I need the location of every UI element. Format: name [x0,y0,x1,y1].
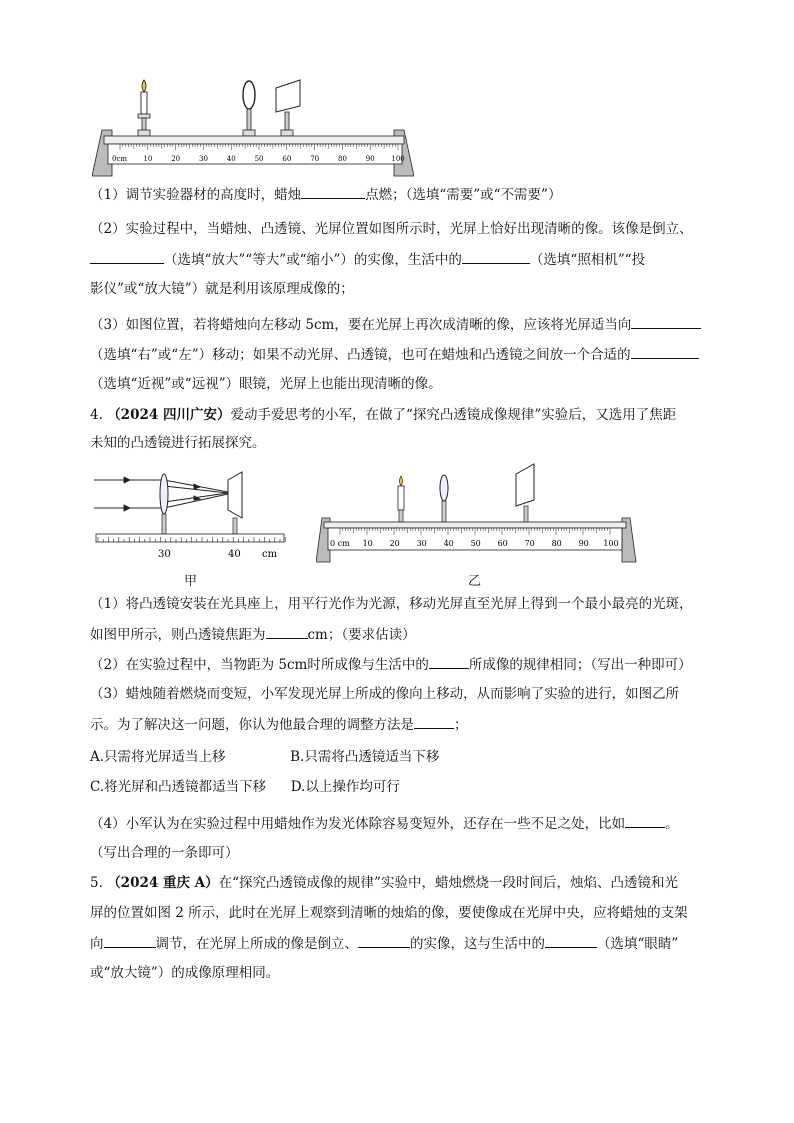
q4-options-row1 [90,747,439,767]
q4-options-row2 [90,777,400,797]
light-screen-icon [228,472,242,518]
answer-blank[interactable] [462,249,530,264]
question-source: （2024 四川广安） [107,407,231,423]
q3-part2-line2 [90,249,645,270]
bench1-tick-label: 80 [338,155,347,163]
bench1-tick-label: 90 [365,155,375,163]
q4-stem-text: 爱动手爱思考的小军，在做了“探究凸透镜成像规律”实验后，又选用了焦距 [230,407,677,423]
figure-jia-focal-length [92,466,288,564]
q4-part3-text: 示。为了解决这一问题，你认为他最合理的调整方法是 [90,717,414,733]
answer-blank[interactable] [429,654,469,669]
optical-bench-figure [92,78,414,178]
bench-yi-tick-label: 10 [362,539,373,548]
answer-blank[interactable] [90,249,164,264]
q4-part3-line2 [90,714,468,735]
candle-icon [138,80,150,136]
convex-lens-icon [160,474,168,514]
q3-part3-text-b: （选填“右”或“左”）移动；如果不动光屏、凸透镜，也可在蜡烛和凸透镜之间放一个合适的 [90,347,631,363]
q5-stem-line4: 或“放大镜”）的成像原理相同。 [90,965,280,981]
q3-part1 [90,184,561,205]
q3-part3-line2 [90,344,699,365]
bench-yi-tick-label: 40 [443,539,454,548]
q5-text-a: 向 [90,936,104,952]
q4-part4-text-b: 。 [665,816,679,832]
bench-yi-tick-label: 60 [497,539,508,548]
answer-blank[interactable] [358,933,410,948]
q4-part3-line1: （3）蜡烛随着燃烧而变短，小军发现光屏上所成的像向上移动，从而影响了实验的进行，如图乙所 [90,686,680,702]
ruler-unit: 0 cm [330,539,350,548]
option-d[interactable]: D.以上操作均可行 [290,779,400,795]
convex-lens-icon [440,475,448,522]
answer-blank[interactable] [266,624,308,639]
ruler1-unit: 0cm [112,155,128,163]
figure-caption-yi: 乙 [468,574,482,589]
convex-lens-icon [243,81,255,136]
answer-blank[interactable] [625,813,665,828]
option-b[interactable]: B.只需将凸透镜适当下移 [290,749,440,765]
answer-blank[interactable] [545,933,597,948]
tick-40: 40 [228,549,241,560]
q3-part2-line3: 影仪”或“放大镜”）就是利用该原理成像的； [90,281,354,297]
bench1-tick-label: 100 [391,155,405,163]
bench-yi-tick-label: 20 [389,539,400,548]
q4-stem-line2: 未知的凸透镜进行拓展探究。 [90,435,266,451]
bench-yi-tick-label: 50 [470,539,481,548]
q4-part1-text: 如图甲所示，则凸透镜焦距为 [90,627,266,643]
light-screen-icon [516,464,534,522]
bench1-tick-label: 50 [254,155,264,163]
bench1-tick-label: 20 [171,155,181,163]
q3-part3-line1 [90,314,701,335]
q3-part2-line1: （2）实验过程中，当蜡烛、凸透镜、光屏位置如图所示时，光屏上恰好出现清晰的像。该像是倒立、 [90,221,693,237]
candle-icon [398,476,404,522]
bench1-tick-label: 60 [282,155,292,163]
unit-cm: cm [262,549,278,560]
answer-blank[interactable] [414,714,454,729]
question-source: （2024 重庆 A） [107,875,219,891]
bench1-tick-label: 10 [143,155,153,163]
q4-part2-text: （2）在实验过程中，当物距为 5cm时所成像与生活中的 [90,657,429,673]
bench1-tick-label: 40 [226,155,236,163]
q5-stem-line3 [90,933,678,954]
option-a[interactable]: A.只需将光屏适当上移 [90,749,226,765]
q3-part2-text: （选填“放大”“等大”或“缩小”）的实像，生活中的 [164,252,462,268]
bench1-tick-label: 30 [199,155,208,163]
answer-blank[interactable] [301,184,365,199]
q5-stem-line2: 屏的位置如图 2 所示，此时在光屏上观察到清晰的烛焰的像，要使像成在光屏中央，应将蜡烛的支架 [90,905,688,921]
option-c[interactable]: C.将光屏和凸透镜都适当下移 [90,779,267,795]
bench1-tick-label: 70 [310,155,320,163]
figure-yi-optical-bench [316,462,638,566]
q4-part1-line2 [90,624,416,645]
q5-stem-line1 [90,873,678,893]
bench-yi-tick-label: 100 [603,539,619,548]
q4-stem-line1 [90,405,676,425]
q3-part3-text: （3）如图位置，若将蜡烛向左移动 5cm，要在光屏上再次成清晰的像，应该将光屏适当向 [90,317,632,333]
q5-stem-text: 在“探究凸透镜成像的规律”实验中，蜡烛燃烧一段时间后，烛焰、凸透镜和光 [218,875,678,891]
q5-text-c: 的实像，这与生活中的 [410,936,545,952]
q3-part1-text-b: 点燃；（选填“需要”或“不需要”） [365,187,562,203]
answer-blank[interactable] [631,344,699,359]
q4-part4-line2: （写出合理的一条即可） [90,845,239,861]
bench-yi-tick-label: 80 [551,539,562,548]
q5-text-b: 调节，在光屏上所成的像是倒立、 [155,936,358,952]
q3-part1-text: （1）调节实验器材的高度时，蜡烛 [90,187,302,203]
q5-text-d: （选填“眼睛” [597,936,679,952]
question-number: 5. [90,875,103,891]
light-screen-icon [276,80,300,136]
answer-blank[interactable] [631,314,701,329]
q4-part3-text-b: ； [454,717,468,733]
q4-part4-line1 [90,813,679,834]
figure-caption-jia: 甲 [184,574,198,589]
q4-part2 [90,654,692,675]
q4-part4-text: （4）小军认为在实验过程中用蜡烛作为发光体除容易变短外，还存在一些不足之处，比如 [90,816,626,832]
q3-part2-text-b: （选填“照相机”“投 [529,252,646,268]
bench-yi-tick-label: 70 [524,539,535,548]
q4-part1-text-b: cm；（要求估读） [307,627,416,643]
q4-part1-line1: （1）将凸透镜安装在光具座上，用平行光作为光源，移动光屏直至光屏上得到一个最小最亮的光斑， [90,596,693,612]
q4-part2-text-b: 所成像的规律相同；（写出一种即可） [468,657,692,673]
q3-part3-line3: （选填“近视”或“远视”）眼镜，光屏上也能出现清晰的像。 [90,376,442,392]
bench-yi-tick-label: 30 [416,539,427,548]
question-number: 4. [90,407,103,423]
bench-yi-tick-label: 90 [578,539,589,548]
answer-blank[interactable] [104,933,156,948]
tick-30: 30 [158,549,171,560]
